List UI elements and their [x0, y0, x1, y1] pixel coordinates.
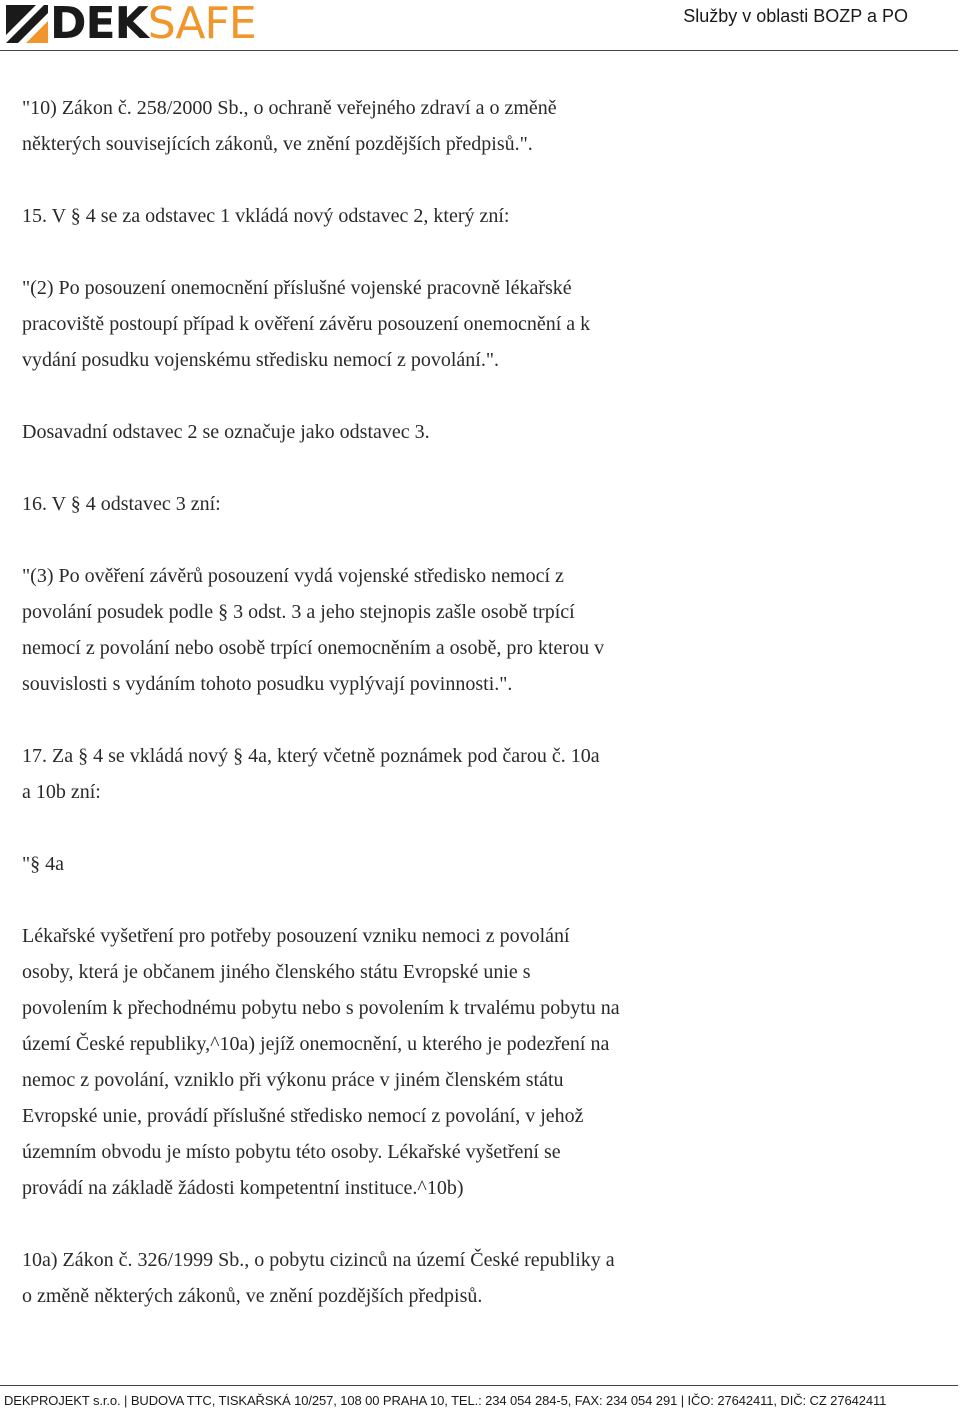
logo-mark-icon: [6, 5, 48, 43]
page-footer: DEKPROJEKT s.r.o. | BUDOVA TTC, TISKAŘSKÁ 10/257, 108 00 PRAHA 10, TEL.: 234 054 284-5, FAX: 234 054 291 | IČO: 27642411, DIČ: CZ 27642411: [4, 1393, 887, 1408]
paragraph-renumbering: Dosavadní odstavec 2 se označuje jako odstavec 3.: [22, 421, 430, 443]
logo-text-dek: DEK: [50, 0, 148, 49]
logo-text-safe: SAFE: [147, 0, 256, 49]
paragraph-section-4a-heading: "§ 4a: [22, 853, 65, 875]
document-body: [22, 90, 742, 1350]
paragraph-section-4a-body: Lékařské vyšetření pro potřeby posouzení vzniku nemoci z povolání osoby, která je občanem jiného členského státu Evropské unie s povolením k přechodnému pobytu nebo s povolením k trvalému pobytu na území České republiky,^10a) jejíž onemocnění, u kterého je podezření na nemoc z povolání, vzniklo při výkonu práce v jiném členském státu Evropské unie, provádí příslušné středisko nemocí z povolání, v jehož územním obvodu je místo pobytu této osoby. Lékařské vyšetření se provádí na základě žádosti kompetentní instituce.^10b): [22, 925, 620, 1199]
paragraph-footnote-10a: 10a) Zákon č. 326/1999 Sb., o pobytu cizinců na území České republiky a o změně některých zákonů, ve znění pozdějších předpisů.: [22, 1249, 615, 1307]
paragraph-item-16: 16. V § 4 odstavec 3 zní:: [22, 493, 221, 515]
page-header: [0, 0, 960, 52]
paragraph-subsection-2: "(2) Po posouzení onemocnění příslušné vojenské pracovně lékařské pracoviště postoupí případ k ověření závěru posouzení onemocnění a k vydání posudku vojenskému středisku nemocí z povolání.".: [22, 277, 591, 371]
header-divider: [0, 50, 958, 51]
header-tagline: Služby v oblasti BOZP a PO: [683, 6, 908, 26]
paragraph-item-17: 17. Za § 4 se vkládá nový § 4a, který včetně poznámek pod čarou č. 10a a 10b zní:: [22, 745, 600, 803]
paragraph-item-15: 15. V § 4 se za odstavec 1 vkládá nový odstavec 2, který zní:: [22, 205, 510, 227]
footer-divider: [0, 1385, 958, 1386]
paragraph-footnote-10: "10) Zákon č. 258/2000 Sb., o ochraně veřejného zdraví a o změně některých souvisejících zákonů, ve znění pozdějších předpisů.".: [22, 97, 557, 155]
dek-safe-logo: [6, 0, 256, 49]
paragraph-subsection-3: "(3) Po ověření závěrů posouzení vydá vojenské středisko nemocí z povolání posudek podle § 3 odst. 3 a jeho stejnopis zašle osobě trpící nemocí z povolání nebo osobě trpící onemocněním a osobě, pro kterou v souvislosti s vydáním tohoto posudku vyplývají povinnosti.".: [22, 565, 605, 695]
